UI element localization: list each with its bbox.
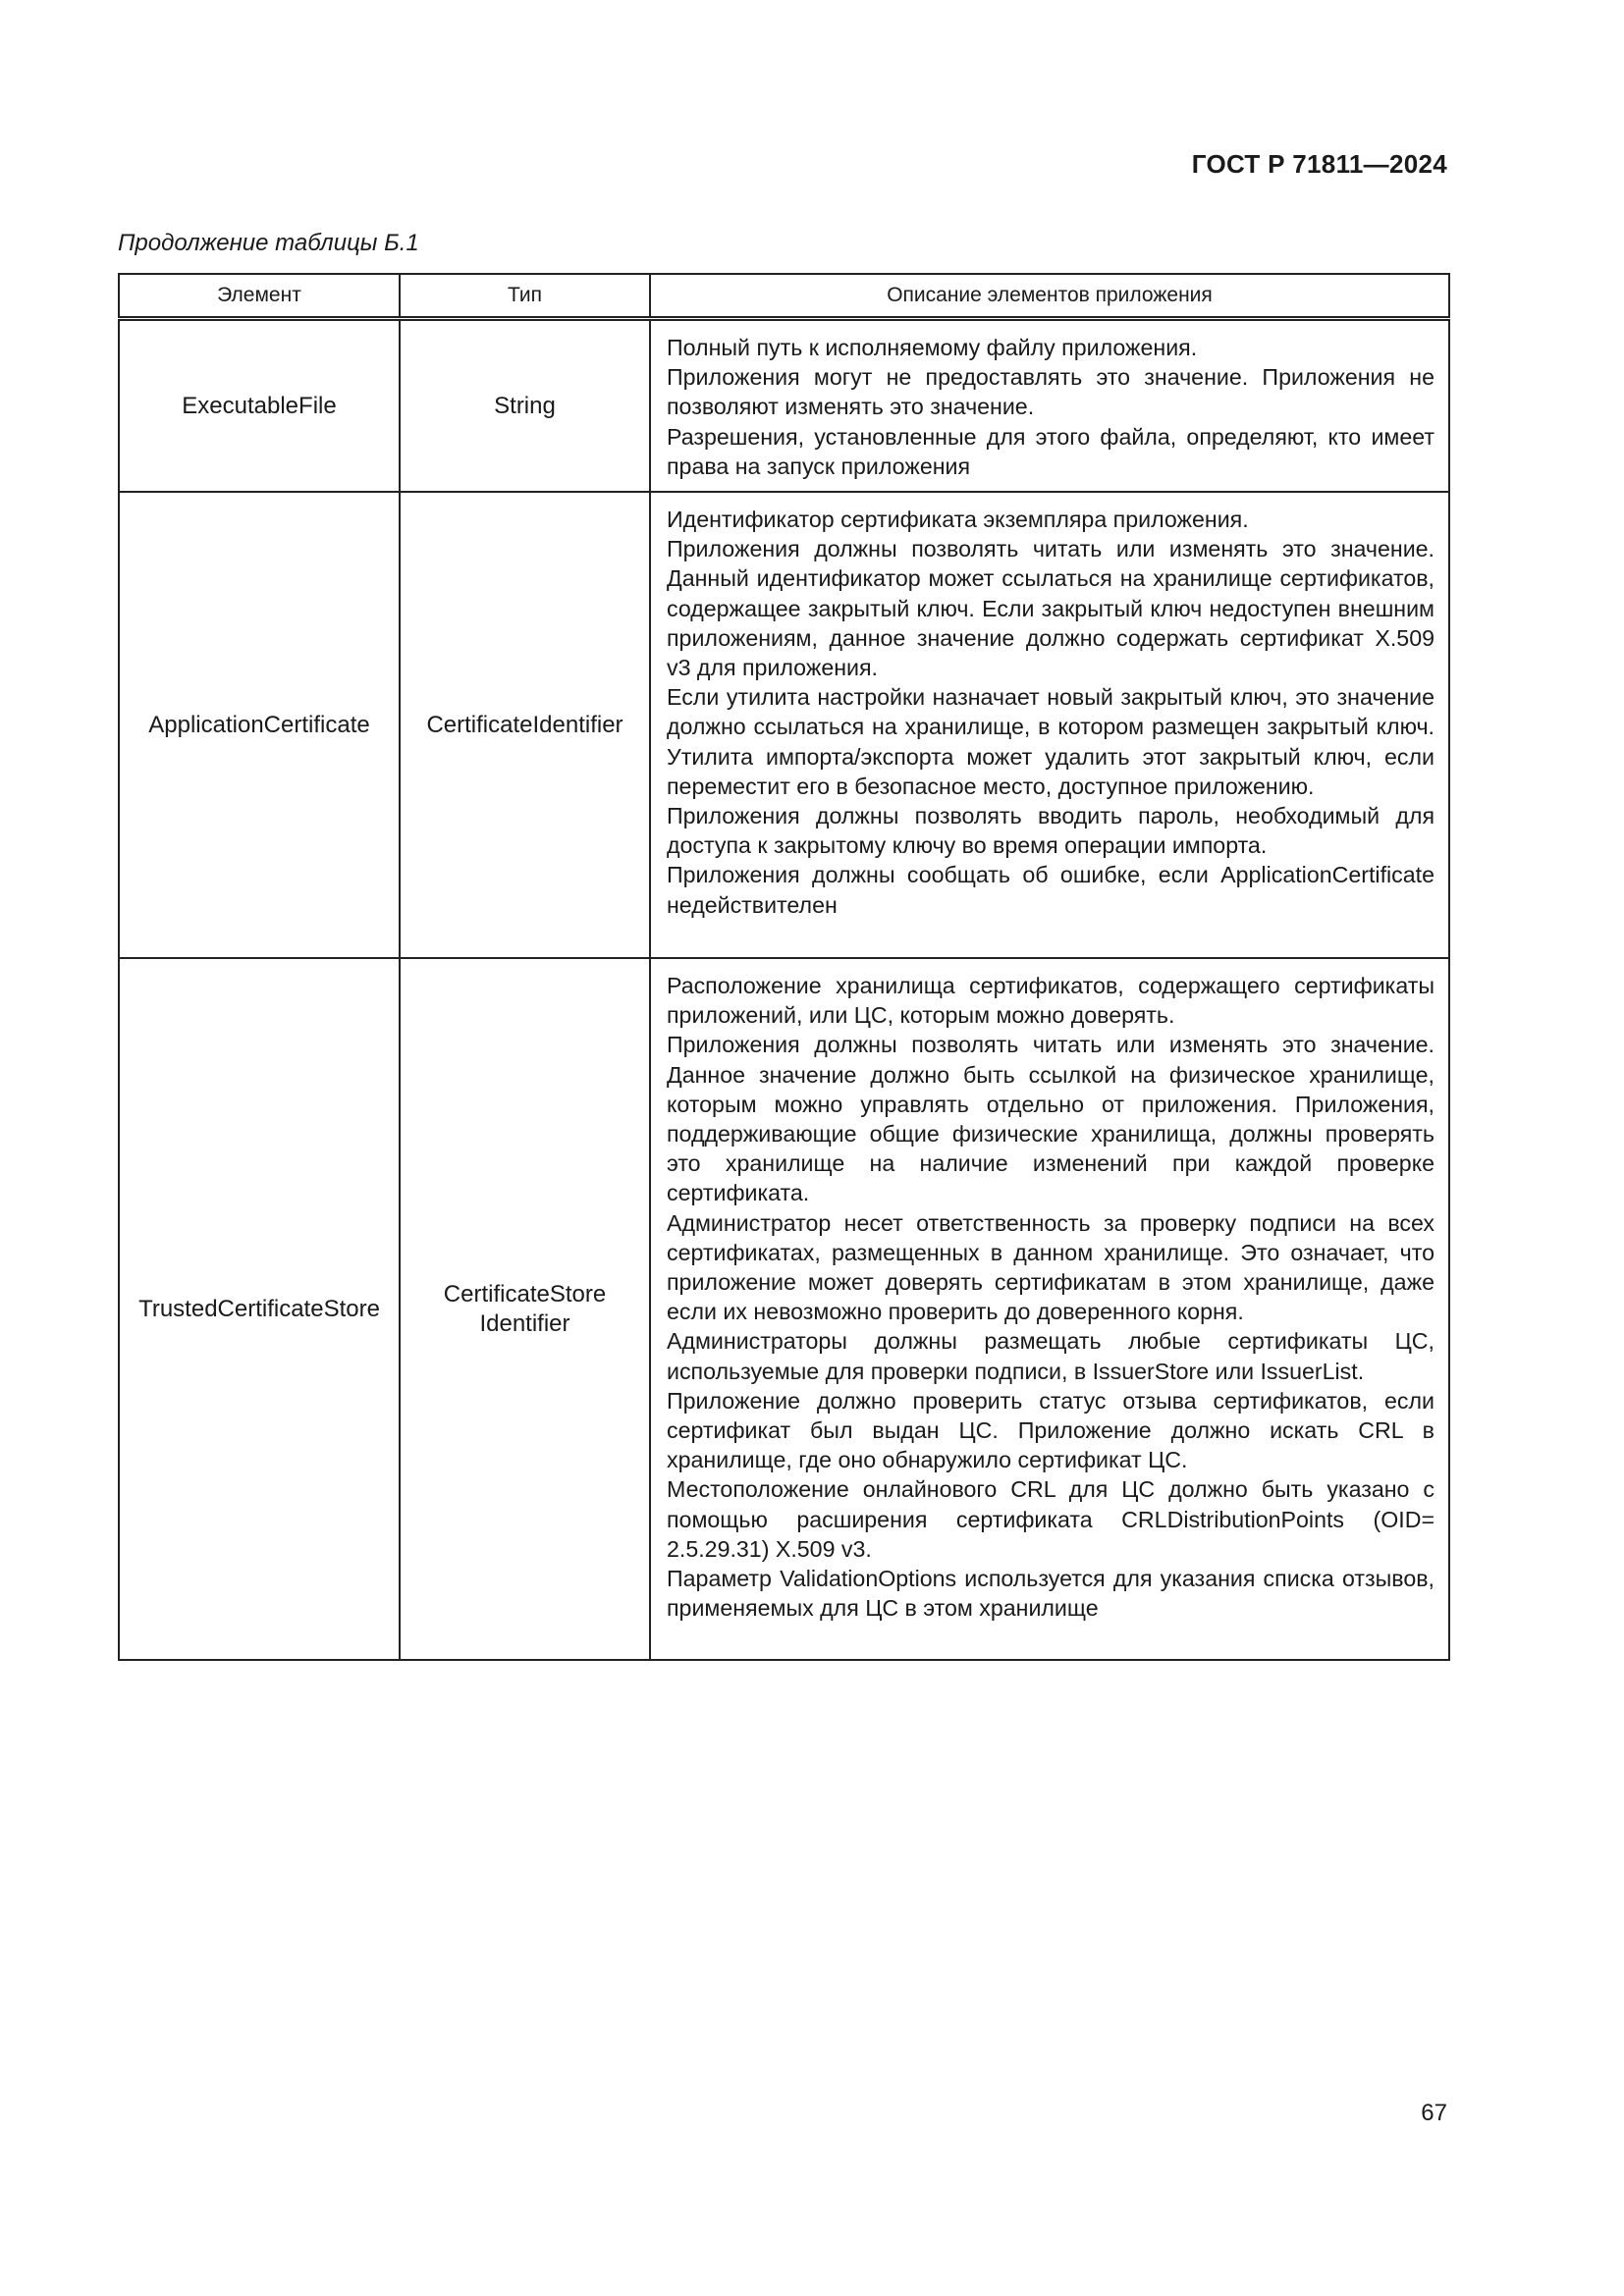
description-paragraph: Приложение должно проверить статус отзыва сертификатов, если сертификат был выдан ЦС. Приложение должно искать CRL в хранилище, где оно обнаружило сертификат ЦС.: [667, 1387, 1435, 1473]
table-header-row: [119, 274, 1449, 319]
table-caption: Продолжение таблицы Б.1: [118, 230, 419, 256]
element-type: CertificateStore Identifier: [400, 958, 650, 1660]
description-paragraph: Приложения могут не предоставлять это значение. Приложения не позволяют изменять это значение.: [667, 364, 1435, 420]
description-paragraph: Приложения должны позволять вводить пароль, необходимый для доступа к закрытому ключу во время операции импорта.: [667, 803, 1435, 859]
description-paragraph: Если утилита настройки назначает новый закрытый ключ, это значение должно ссылаться на хранилище, в котором размещен закрытый ключ. Утилита импорта/экспорта может удалить этот закрытый ключ, если переместит его в безопасное место, доступное приложению.: [667, 684, 1435, 799]
column-header-description: Описание элементов приложения: [650, 274, 1449, 319]
description-paragraph: Приложения должны сообщать об ошибке, если ApplicationCertificate недействителен: [667, 862, 1435, 918]
element-type: String: [400, 319, 650, 493]
element-name: ApplicationCertificate: [119, 492, 400, 958]
description-paragraph: Идентификатор сертификата экземпляра приложения.: [667, 507, 1249, 533]
description-paragraph: Расположение хранилища сертификатов, содержащего сертификаты приложений, или ЦС, которым можно доверять.: [667, 973, 1435, 1029]
element-description: [650, 492, 1449, 958]
description-paragraph: Полный путь к исполняемому файлу приложения.: [667, 335, 1198, 360]
description-paragraph: Приложения должны позволять читать или изменять это значение. Данное значение должно быть ссылкой на физическое хранилище, которым можно управлять отдельно от приложения. Приложения, поддерживающие общие физические хранилища, должны проверять это хранилище на наличие изменений при каждой проверке сертификата.: [667, 1032, 1435, 1206]
element-name: TrustedCertificateStore: [119, 958, 400, 1660]
element-name: ExecutableFile: [119, 319, 400, 493]
description-paragraph: Приложения должны позволять читать или изменять это значение. Данный идентификатор может ссылаться на хранилище сертификатов, содержащее закрытый ключ. Если закрытый ключ недоступен внешним приложениям, данное значение должно содержать сертификат X.509 v3 для приложения.: [667, 536, 1435, 681]
element-description: [650, 319, 1449, 493]
page-number: 67: [1421, 2100, 1447, 2126]
description-paragraph: Параметр ValidationOptions используется для указания списка отзывов, применяемых для ЦС в этом хранилище: [667, 1566, 1435, 1622]
elements-table: [118, 273, 1450, 1661]
table-row: [119, 958, 1449, 1660]
table-row: [119, 492, 1449, 958]
description-paragraph: Местоположение онлайнового CRL для ЦС должно быть указано с помощью расширения сертификата CRLDistributionPoints (OID= 2.5.29.31) X.509 v3.: [667, 1476, 1435, 1562]
description-paragraph: Разрешения, установленные для этого файла, определяют, кто имеет права на запуск приложения: [667, 423, 1435, 479]
column-header-element: Элемент: [119, 274, 400, 319]
element-type: CertificateIdentifier: [400, 492, 650, 958]
table-row: [119, 319, 1449, 493]
description-paragraph: Администраторы должны размещать любые сертификаты ЦС, используемые для проверки подписи, в IssuerStore или IssuerList.: [667, 1328, 1435, 1384]
standard-header: ГОСТ Р 71811—2024: [1191, 149, 1447, 179]
column-header-type: Тип: [400, 274, 650, 319]
element-description: [650, 958, 1449, 1660]
description-paragraph: Администратор несет ответственность за проверку подписи на всех сертификатах, размещенных в данном хранилище. Это означает, что приложение может доверять сертификатам в этом хранилище, даже если их невозможно проверить до доверенного корня.: [667, 1209, 1435, 1325]
